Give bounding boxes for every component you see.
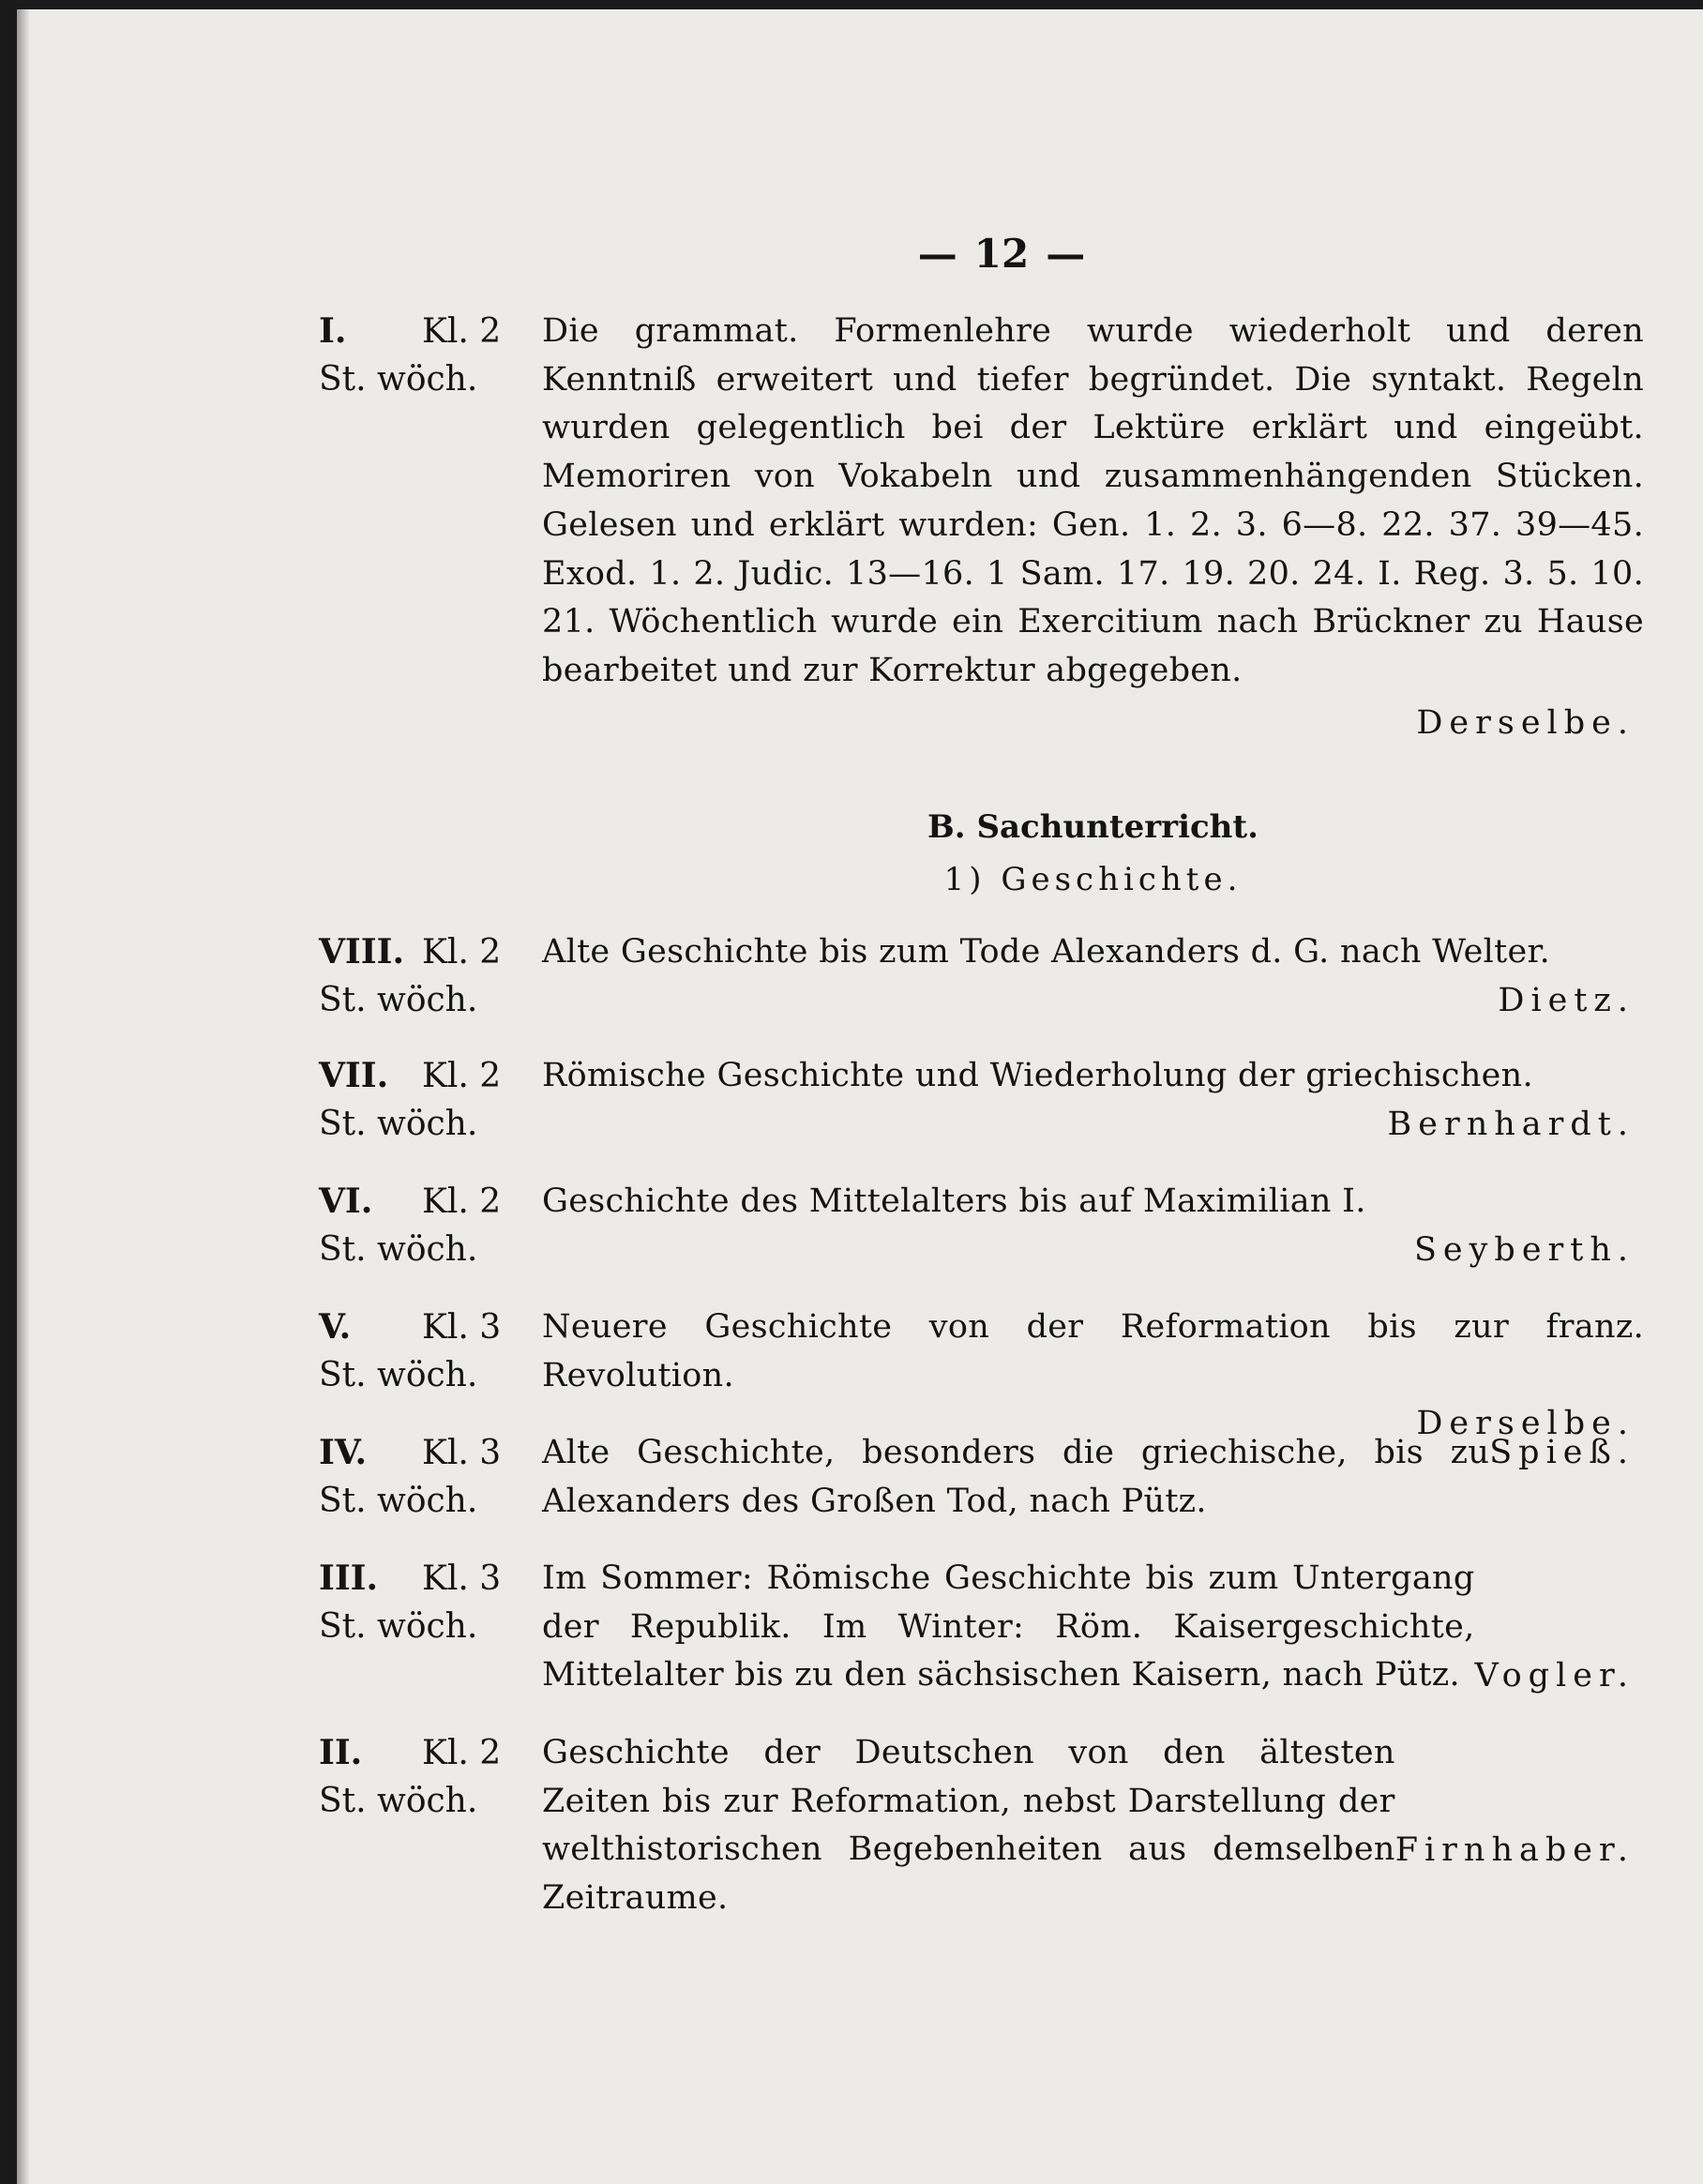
entry-label-vii (319, 1052, 544, 1148)
entry-body-ii (542, 1729, 1644, 1923)
entry-signature: Dietz. (1498, 981, 1635, 1019)
entry-st: St. wöch. (319, 1356, 478, 1394)
section-heading: B. Sachunterricht. (927, 808, 1258, 846)
entry-kl: Kl. 2 (422, 1182, 502, 1221)
entry-kl: Kl. 2 (422, 1734, 502, 1772)
entry-class: VI. (319, 1182, 373, 1221)
entry-body-v (542, 1303, 1644, 1449)
entry-class: IV. (319, 1433, 368, 1472)
entry-signature: Derselbe. (1416, 1405, 1635, 1443)
document-page (17, 9, 1703, 2184)
section-subheading: 1) Geschichte. (943, 861, 1243, 898)
entry-class: VIII. (319, 932, 404, 972)
entry-label-ii (319, 1729, 544, 1825)
entry-text: Neuere Geschichte von der Reformation bis zur franz. Revolution. (542, 1308, 1644, 1394)
entry-st: St. wöch. (319, 981, 478, 1019)
entry-text: Geschichte des Mittelalters bis auf Maximilian I. (542, 1182, 1366, 1220)
page-number-dash-right: — (1046, 231, 1086, 277)
entry-body-iii (542, 1555, 1644, 1701)
entry-text: Firnhaber. Geschichte der Deutschen von den ältesten Zeiten bis zur Reformation, nebst Darstellung der welthistorischen Begebenheiten aus demselben Zeitraume. (542, 1729, 1644, 1923)
entry-text: Alte Geschichte bis zum Tode Alexanders d. G. nach Welter. (542, 933, 1551, 971)
entry-label-vi (319, 1178, 544, 1273)
entry-st: St. wöch. (319, 1230, 478, 1269)
entry-body-vi (542, 1178, 1644, 1274)
entry-class: V. (319, 1307, 352, 1347)
entry-class: VII. (319, 1056, 389, 1095)
entry-kl: Kl. 2 (422, 933, 502, 972)
entry-text: Die grammat. Formenlehre wurde wiederholt und deren Kenntniß erweitert und tiefer begründet. Die syntakt. Regeln wurden gelegentlich bei der Lektüre erklärt und eingeübt. Memoriren von Vokabeln und zusammenhängenden Stücken. Gelesen und erklärt wurden: Gen. 1. 2. 3. 6—8. 22. 37. 39—45. Exod. 1. 2. Judic. 13—16. 1 Sam. 17. 19. 20. 24. I. Reg. 3. 5. 10. 21. Wöchentlich wurde ein Exercitium nach Brückner zu Hause bearbeitet und zur Korrektur abgegeben. (542, 312, 1644, 689)
entry-class: III. (319, 1559, 379, 1598)
page-number-dash-left: — (917, 231, 957, 277)
entry-st: St. wöch. (319, 1782, 478, 1820)
entry-body-vii (542, 1052, 1644, 1149)
page-number-value: 12 (973, 231, 1030, 277)
entry-label-viii (319, 928, 544, 1024)
page-number (898, 231, 1105, 277)
entry-kl: Kl. 2 (422, 312, 502, 351)
entry-label-v (319, 1303, 544, 1399)
entry-body-i (542, 308, 1644, 747)
entry-signature: Vogler. (1474, 1657, 1635, 1694)
entry-kl: Kl. 3 (422, 1434, 502, 1472)
entry-kl: Kl. 3 (422, 1308, 502, 1347)
entry-label-iv (319, 1429, 544, 1525)
entry-kl: Kl. 3 (422, 1559, 502, 1598)
page-spine-shadow (17, 9, 30, 2184)
entry-text: Römische Geschichte und Wiederholung der griechischen. (542, 1057, 1533, 1094)
entry-st: St. wöch. (319, 1482, 478, 1520)
entry-body-viii (542, 928, 1644, 1025)
entry-text: Spieß. Alte Geschichte, besonders die griechische, bis zu Alexanders des Großen Tod, nach Pütz. (542, 1429, 1644, 1526)
entry-class: II. (319, 1733, 363, 1772)
entry-st: St. wöch. (319, 1105, 478, 1143)
entry-st: St. wöch. (319, 360, 478, 399)
entry-signature: Derselbe. (1416, 703, 1635, 742)
entry-signature: Firnhaber. (1394, 1831, 1635, 1869)
entry-body-iv (542, 1429, 1644, 1526)
entry-st: St. wöch. (319, 1607, 478, 1646)
entry-label-iii (319, 1555, 544, 1650)
entry-signature: Seyberth. (1413, 1230, 1635, 1269)
entry-label-i (319, 308, 544, 403)
entry-text: Vogler. Im Sommer: Römische Geschichte bis zum Untergang der Republik. Im Winter: Röm. Kaisergeschichte, Mittelalter bis zu den sächsischen Kaisern, nach Pütz. (542, 1555, 1644, 1700)
entry-signature: Bernhardt. (1387, 1105, 1635, 1143)
entry-class: I. (319, 311, 347, 351)
entry-signature: Spieß. (1489, 1434, 1635, 1471)
entry-kl: Kl. 2 (422, 1057, 502, 1095)
